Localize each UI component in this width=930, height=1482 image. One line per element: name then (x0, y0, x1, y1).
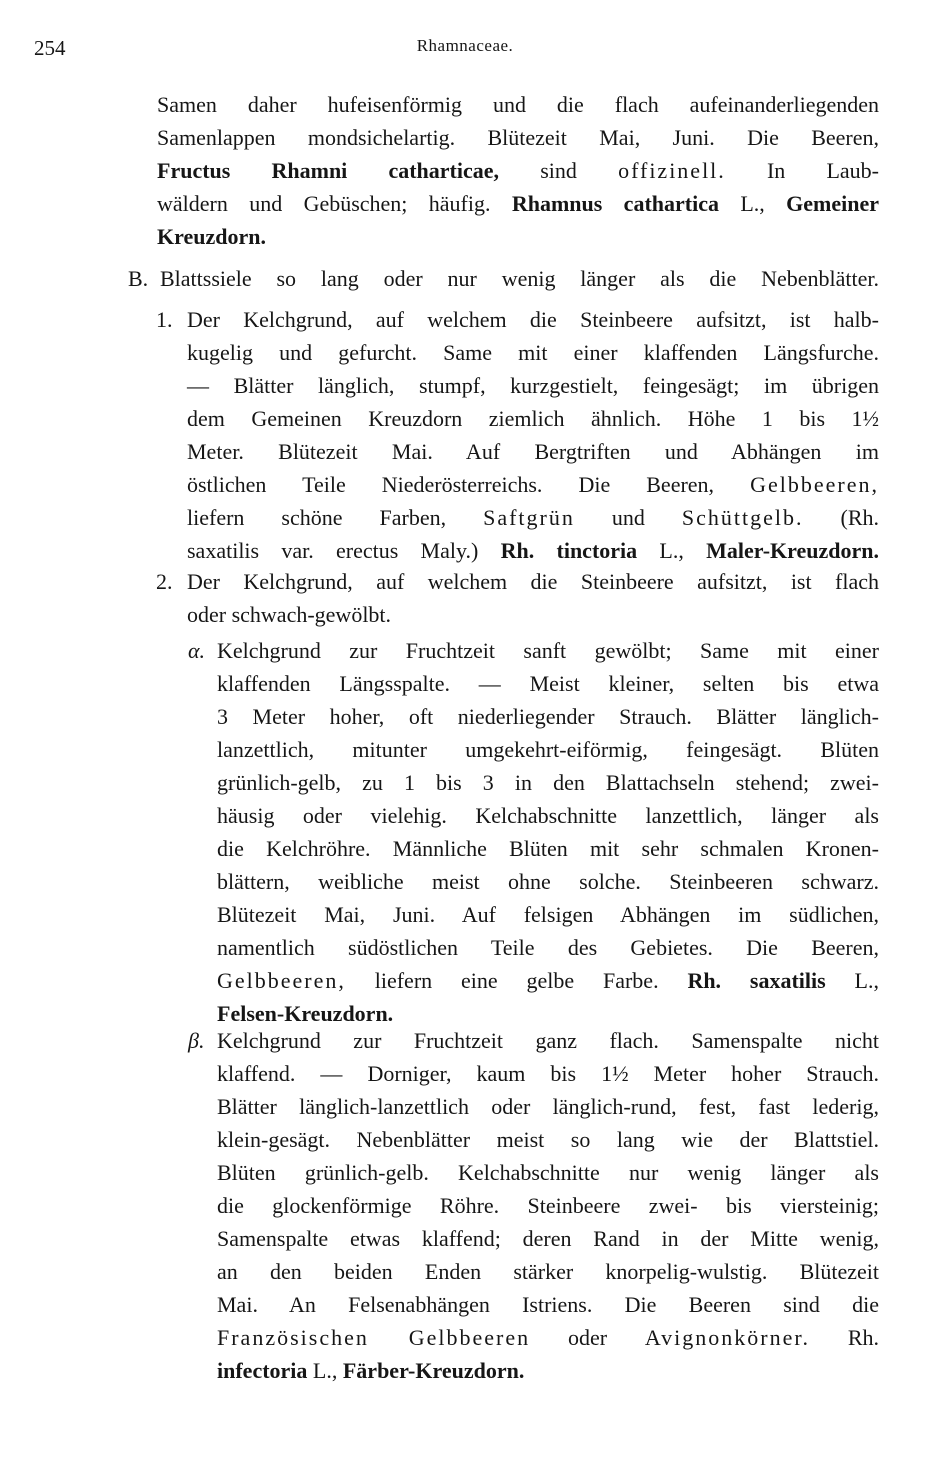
page-header (0, 36, 930, 66)
running-title: Rhamnaceae. (416, 36, 514, 55)
text-line: Gelbbeeren, liefern eine gelbe Farbe. Rh. saxatilis L., (217, 968, 879, 993)
text-line: wäldern und Gebüschen; häufig. Rhamnus cathartica L., Gemeiner (157, 191, 879, 216)
text-line: dem Gemeinen Kreuzdorn ziemlich ähnlich. Höhe 1 bis 1½ (187, 406, 879, 431)
text-line: blättern, weibliche meist ohne solche. Steinbeeren schwarz. (217, 869, 879, 894)
text-line: Blüten grünlich-gelb. Kelchabschnitte nur wenig länger als (217, 1160, 879, 1185)
text-line: infectoria L., Färber-Kreuzdorn. (217, 1358, 525, 1383)
text-line: klein-gesägt. Nebenblätter meist so lang wie der Blattstiel. (217, 1127, 879, 1152)
text-line: häusig oder vielehig. Kelchabschnitte lanzettlich, länger als (217, 803, 879, 828)
intro-paragraph (157, 88, 879, 253)
item-1-paragraph (187, 303, 879, 567)
text-line: an den beiden Enden stärker knorpelig-wulstig. Blütezeit (217, 1259, 879, 1284)
text-line: Französischen Gelbbeeren oder Avignonkörner. Rh. (217, 1325, 879, 1350)
text-line: namentlich südöstlichen Teile des Gebietes. Die Beeren, (217, 935, 879, 960)
item-marker: 1. (156, 307, 173, 332)
text-line: Der Kelchgrund, auf welchem die Steinbeere aufsitzt, ist flach (187, 569, 879, 594)
text-line: die Kelchröhre. Männliche Blüten mit sehr schmalen Kronen- (217, 836, 879, 861)
text-line: Kreuzdorn. (157, 224, 266, 249)
text-line: klaffenden Längsspalte. — Meist kleiner, selten bis etwa (217, 671, 879, 696)
text-line: östlichen Teile Niederösterreichs. Die Beeren, Gelbbeeren, (187, 472, 879, 497)
text-line: klaffend. — Dorniger, kaum bis 1½ Meter hoher Strauch. (217, 1061, 879, 1086)
text-line: 3 Meter hoher, oft niederliegender Strauch. Blätter länglich- (217, 704, 879, 729)
text-line: Felsen-Kreuzdorn. (217, 1001, 394, 1026)
section-marker: B. (128, 266, 149, 291)
text-line: Meter. Blütezeit Mai. Auf Bergtriften und Abhängen im (187, 439, 879, 464)
text-line: saxatilis var. erectus Maly.) Rh. tinctoria L., Maler-Kreuzdorn. (187, 538, 880, 563)
subitem-marker: α. (188, 638, 206, 663)
section-b-heading (160, 262, 879, 295)
page-number: 254 (34, 36, 66, 60)
text-line: kugelig und gefurcht. Same mit einer klaffenden Längsfurche. (187, 340, 879, 365)
text-line: oder schwach-gewölbt. (187, 602, 392, 627)
text-line: Samen daher hufeisenförmig und die flach aufeinanderliegenden (157, 92, 879, 117)
text-line: grünlich-gelb, zu 1 bis 3 in den Blattachseln stehend; zwei- (217, 770, 879, 795)
alpha-paragraph (217, 634, 879, 1030)
text-line: Samenlappen mondsichelartig. Blütezeit Mai, Juni. Die Beeren, (157, 125, 879, 150)
item-marker: 2. (156, 569, 173, 594)
beta-paragraph (217, 1024, 879, 1387)
text-line: lanzettlich, mitunter umgekehrt-eiförmig, feingesägt. Blüten (217, 737, 879, 762)
subitem-marker: β. (188, 1028, 205, 1053)
text-line: Blätter länglich-lanzettlich oder länglich-rund, fest, fast lederig, (217, 1094, 879, 1119)
text-line: liefern schöne Farben, Saftgrün und Schüttgelb. (Rh. (187, 505, 880, 530)
text-line: Blütezeit Mai, Juni. Auf felsigen Abhängen im südlichen, (217, 902, 879, 927)
item-2-paragraph (187, 565, 879, 631)
text-line: Samenspalte etwas klaffend; deren Rand in der Mitte wenig, (217, 1226, 879, 1251)
text-line: Mai. An Felsenabhängen Istriens. Die Beeren sind die (217, 1292, 879, 1317)
text-line: Kelchgrund zur Fruchtzeit sanft gewölbt; Same mit einer (217, 638, 879, 663)
text-line: Der Kelchgrund, auf welchem die Steinbeere aufsitzt, ist halb- (187, 307, 879, 332)
text-line: Blattssiele so lang oder nur wenig länger als die Nebenblätter. (160, 266, 879, 291)
text-line: die glockenförmige Röhre. Steinbeere zwei- bis viersteinig; (217, 1193, 879, 1218)
text-line: Fructus Rhamni catharticae, sind offizinell. In Laub- (157, 158, 879, 183)
text-line: Kelchgrund zur Fruchtzeit ganz flach. Samenspalte nicht (217, 1028, 879, 1053)
text-line: — Blätter länglich, stumpf, kurzgestielt, feingesägt; im übrigen (187, 373, 879, 398)
